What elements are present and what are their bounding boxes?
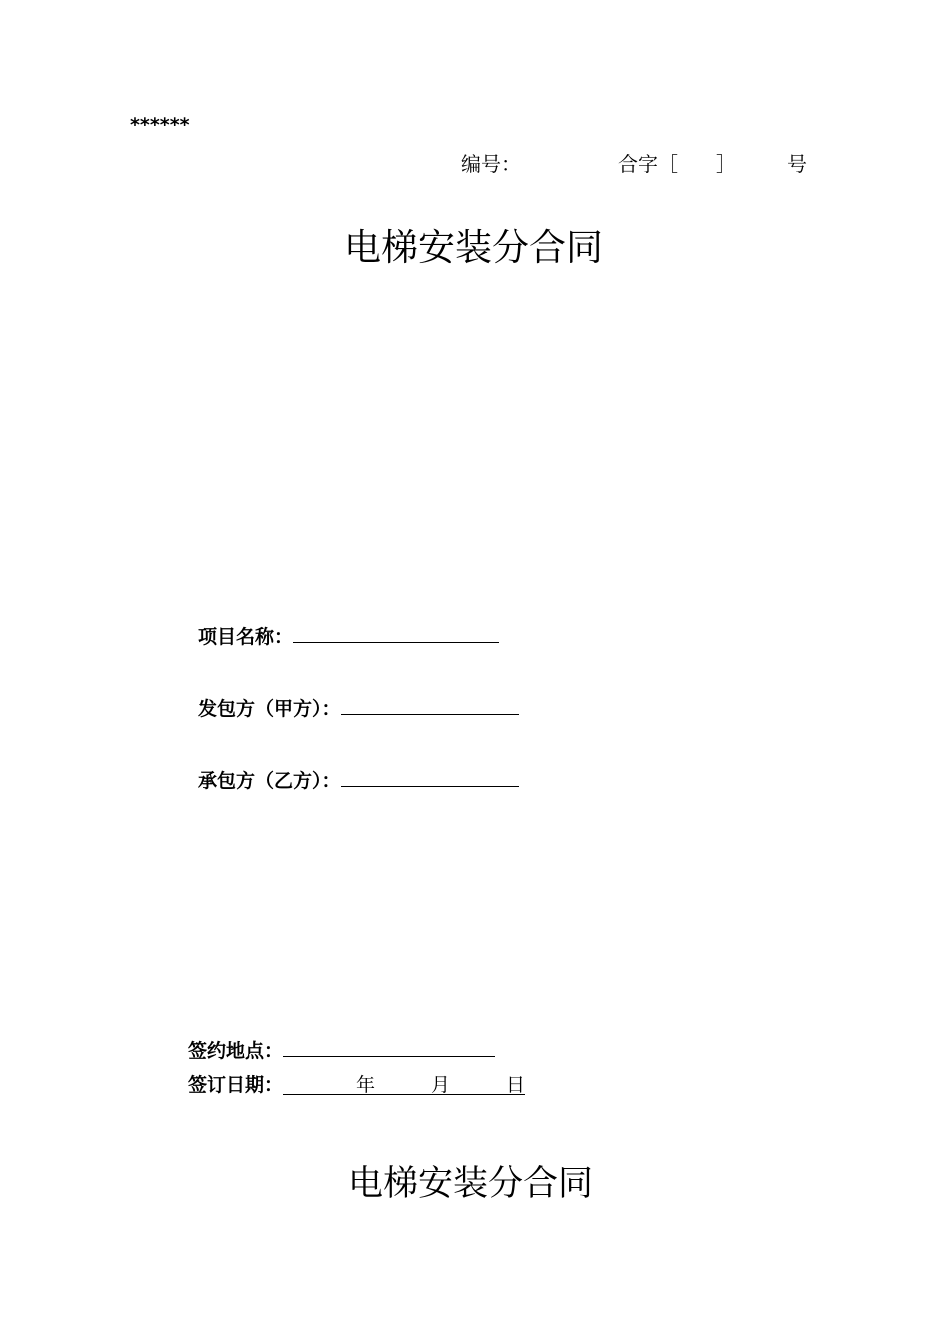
serial-suffix: 号 xyxy=(787,152,807,176)
sign-date-blank[interactable] xyxy=(283,1070,525,1095)
project-name-row xyxy=(198,622,499,649)
party-a-row xyxy=(198,694,519,721)
party-b-row xyxy=(198,766,519,793)
project-name-blank[interactable] xyxy=(293,622,499,643)
project-name-label: 项目名称： xyxy=(198,626,294,648)
next-page-title: 电梯安装分合同 xyxy=(348,1164,594,1204)
date-day: 日 xyxy=(506,1074,526,1096)
party-a-label: 发包方（甲方）： xyxy=(198,698,341,720)
party-a-blank[interactable] xyxy=(341,694,519,715)
date-month: 月 xyxy=(431,1074,451,1096)
party-b-label: 承包方（乙方）： xyxy=(198,770,341,792)
serial-bracket-close: ］ xyxy=(716,152,736,176)
sign-place-blank[interactable] xyxy=(283,1036,495,1057)
cover-title: 电梯安装分合同 xyxy=(344,226,603,269)
sign-place-row xyxy=(188,1036,495,1063)
serial-label: 编号： xyxy=(461,152,521,176)
serial-prefix: 合字［ xyxy=(618,152,678,176)
party-b-blank[interactable] xyxy=(341,766,519,787)
sign-date-label: 签订日期： xyxy=(188,1074,284,1096)
stars-marker: ****** xyxy=(130,114,190,136)
sign-place-label: 签约地点： xyxy=(188,1040,284,1062)
date-year: 年 xyxy=(356,1074,376,1096)
sign-date-row xyxy=(188,1070,525,1097)
